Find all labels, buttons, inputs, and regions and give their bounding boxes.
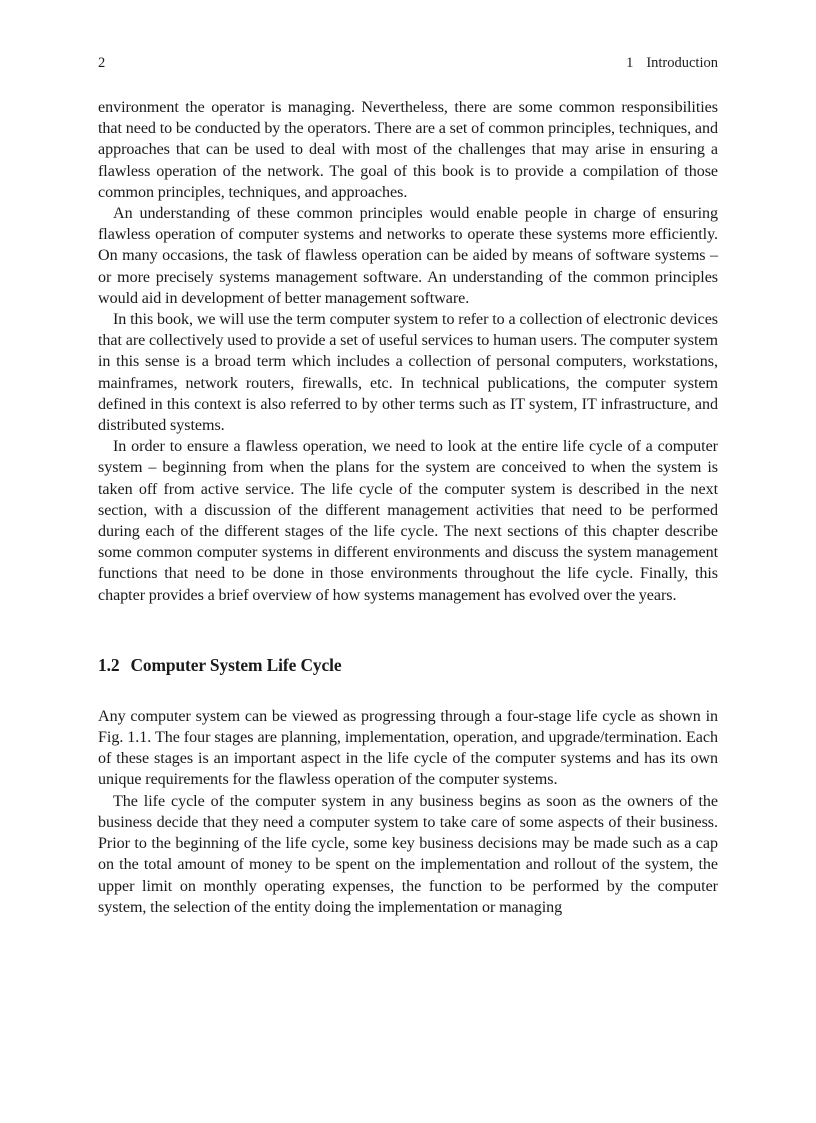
page-content [98, 55, 718, 918]
chapter-title: Introduction [646, 55, 718, 71]
page-number: 2 [98, 55, 106, 71]
chapter-number: 1 [626, 55, 634, 71]
heading-spacer-above [98, 606, 718, 654]
paragraph-3: In this book, we will use the term computer system to refer to a collection of electronic devices that are collectively used to provide a set of useful services to human users. The computer system in this sense is a broad term which includes a collection of personal computers, workstations, mainframes, network routers, firewalls, etc. In technical publications, the computer system defined in this context is also referred to by other terms such as IT system, IT infrastructure, and distributed systems. [98, 311, 718, 435]
body-text-block [98, 97, 718, 606]
paragraph-1: environment the operator is managing. Nevertheless, there are some common responsibilities that need to be conducted by the operators. There are a set of common principles, techniques, and approaches that can be used to deal with most of the challenges that may arise in ensuring a flawless operation of the network. The goal of this book is to provide a compilation of those common principles, techniques, and approaches. [98, 99, 718, 201]
paragraph-2: An understanding of these common principles would enable people in charge of ensuring flawless operation of computer systems and networks to operate these systems more efficiently. On many occasions, the task of flawless operation can be aided by means of software systems – or more precisely systems management software. An understanding of the common principles would aid in development of better management software. [98, 205, 718, 307]
section-paragraph-2: The life cycle of the computer system in any business begins as soon as the owners of the business decide that they need a computer system to take care of some aspects of their business. Prior to the beginning of the life cycle, some key business decisions may be made such as a cap on the total amount of money to be spent on the implementation and rollout of the system, the upper limit on monthly operating expenses, the function to be performed by the computer system, the selection of the entity doing the implementation or managing [98, 792, 718, 916]
chapter-reference [626, 55, 718, 71]
section-title: Computer System Life Cycle [130, 654, 342, 675]
section-heading [98, 654, 718, 676]
section-number: 1.2 [98, 654, 120, 675]
heading-spacer-below [98, 676, 718, 706]
running-head [98, 55, 718, 71]
section-body-text-block [98, 706, 718, 918]
paragraph-4: In order to ensure a flawless operation, we need to look at the entire life cycle of a computer system – beginning from when the plans for the system are conceived to when the system is taken off from active service. The life cycle of the computer system is described in the next section, with a discussion of the different management activities that need to be performed during each of the different stages of the life cycle. The next sections of this chapter describe some common computer systems in different environments and discuss the system management functions that need to be done in those environments throughout the life cycle. Finally, this chapter provides a brief overview of how systems management has evolved over the years. [98, 438, 718, 604]
section-paragraph-1: Any computer system can be viewed as progressing through a four-stage life cycle as shown in Fig. 1.1. The four stages are planning, implementation, operation, and upgrade/termination. Each of these stages is an important aspect in the life cycle of the computer systems and has its own unique requirements for the flawless operation of the computer systems. [98, 707, 718, 789]
